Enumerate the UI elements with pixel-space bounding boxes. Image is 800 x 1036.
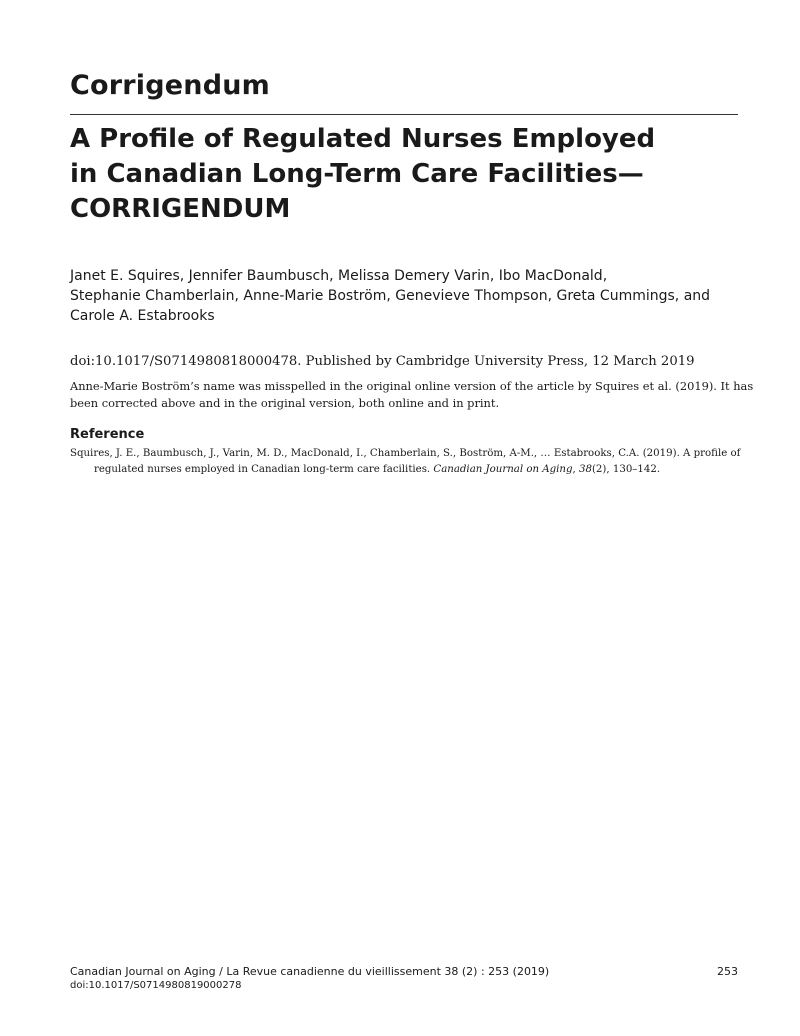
reference-line [70,462,738,478]
reference-heading: Reference [70,427,145,442]
reference-pages: (2), 130–142. [591,464,661,475]
reference-journal: Canadian Journal on Aging [433,464,573,475]
reference-volume: 38 [578,464,592,475]
page-number: 253 [717,965,738,978]
author-line: Stephanie Chamberlain, Anne-Marie Boström, Genevieve Thompson, Greta Cummings, and [70,288,711,304]
correction-text [70,378,754,412]
footer-doi: doi:10.1017/S0714980819000278 [70,980,242,991]
title-line: in Canadian Long-Term Care Facilities— [70,159,644,189]
reference-separator: , [572,464,579,475]
author-line: Janet E. Squires, Jennifer Baumbusch, Melissa Demery Varin, Ibo MacDonald, [70,268,608,284]
footer-journal: Canadian Journal on Aging / La Revue canadienne du vieillissement 38 (2) : 253 (2019) [70,965,550,978]
correction-line: Anne-Marie Boström’s name was misspelled in the original online version of the article by Squires et al. (2019). It has [70,379,754,393]
title-divider [70,114,738,115]
doi-publication-line: doi:10.1017/S0714980818000478. Published by Cambridge University Press, 12 March 2019 [70,354,695,369]
title-line: A Profile of Regulated Nurses Employed [70,124,656,154]
author-line: Carole A. Estabrooks [70,308,215,324]
author-list [70,266,738,326]
reference-title-text: regulated nurses employed in Canadian long-term care facilities. [94,464,434,475]
title-line: CORRIGENDUM [70,194,291,224]
section-label: Corrigendum [70,70,270,101]
reference-entry [70,446,741,478]
reference-line: Squires, J. E., Baumbusch, J., Varin, M. D., MacDonald, I., Chamberlain, S., Boström, A-M., … Estabrooks, C.A. (2019). A profile of [70,448,741,459]
article-title [70,122,738,227]
correction-line: been corrected above and in the original version, both online and in print. [70,396,500,410]
article-page [70,0,754,1036]
